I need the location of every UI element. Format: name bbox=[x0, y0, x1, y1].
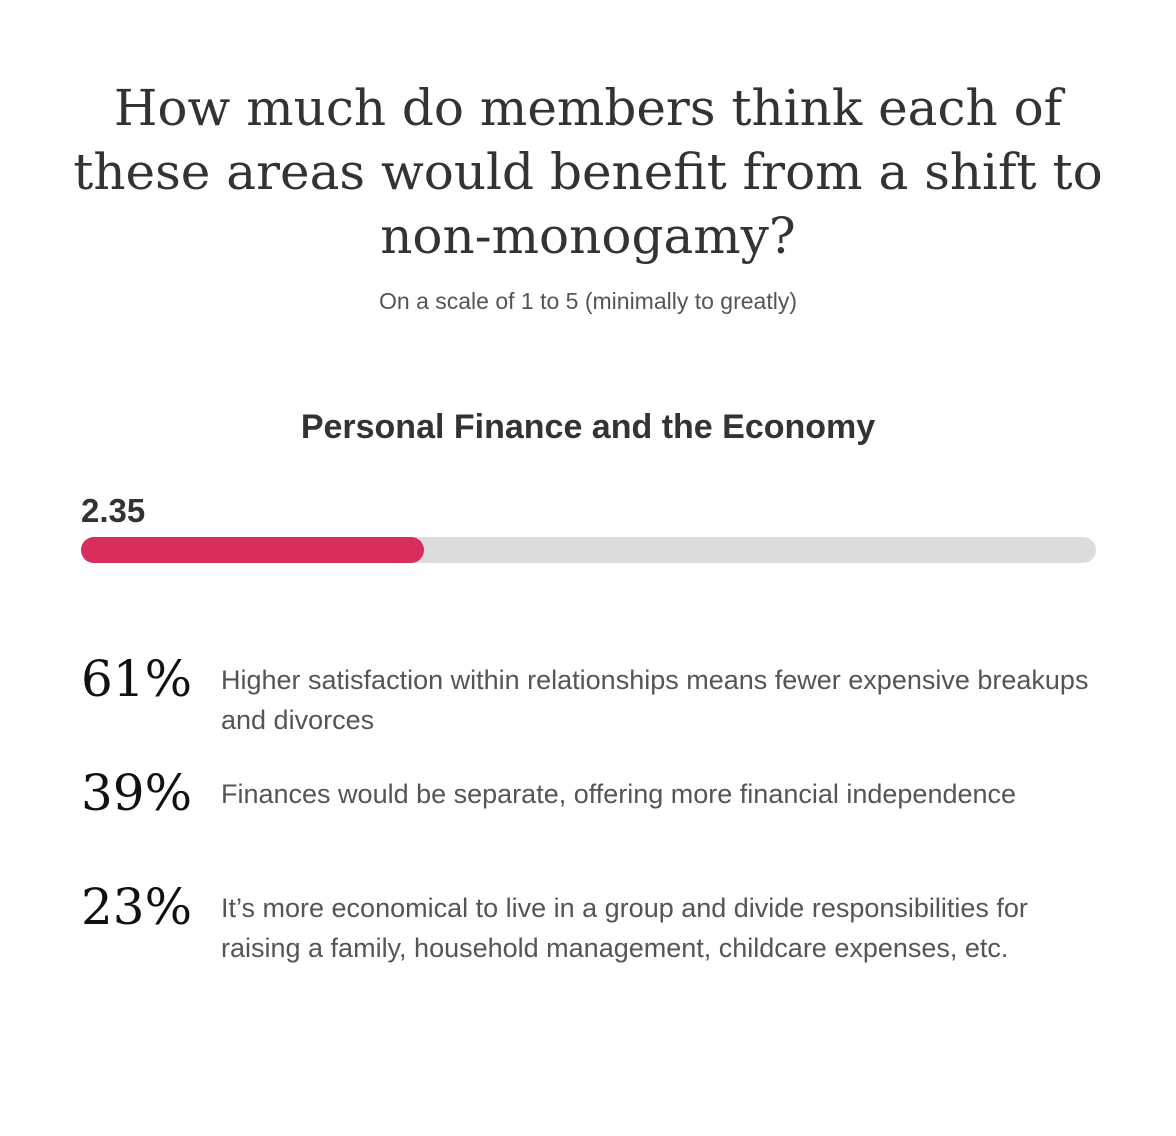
score-bar-track bbox=[81, 537, 1096, 563]
stat-percent: 23% bbox=[81, 878, 193, 936]
score-value-label: 2.35 bbox=[81, 492, 146, 529]
stat-percent: 39% bbox=[81, 764, 193, 822]
stat-percent: 61% bbox=[81, 650, 193, 708]
stat-description: It’s more economical to live in a group and divide responsibilities for raising a family, household management, childcare expenses, etc. bbox=[221, 893, 1028, 963]
stat-description: Finances would be separate, offering more financial independence bbox=[221, 779, 1017, 809]
score-bar-fill bbox=[81, 537, 424, 563]
section-title: Personal Finance and the Economy bbox=[300, 408, 876, 446]
stat-description: Higher satisfaction within relationships means fewer expensive breakups and divorces bbox=[221, 665, 1089, 735]
chart-title: How much do members think each of these areas would benefit from a shift to non-monogamy? bbox=[73, 79, 1103, 265]
chart-subtitle: On a scale of 1 to 5 (minimally to greatly) bbox=[379, 288, 797, 314]
